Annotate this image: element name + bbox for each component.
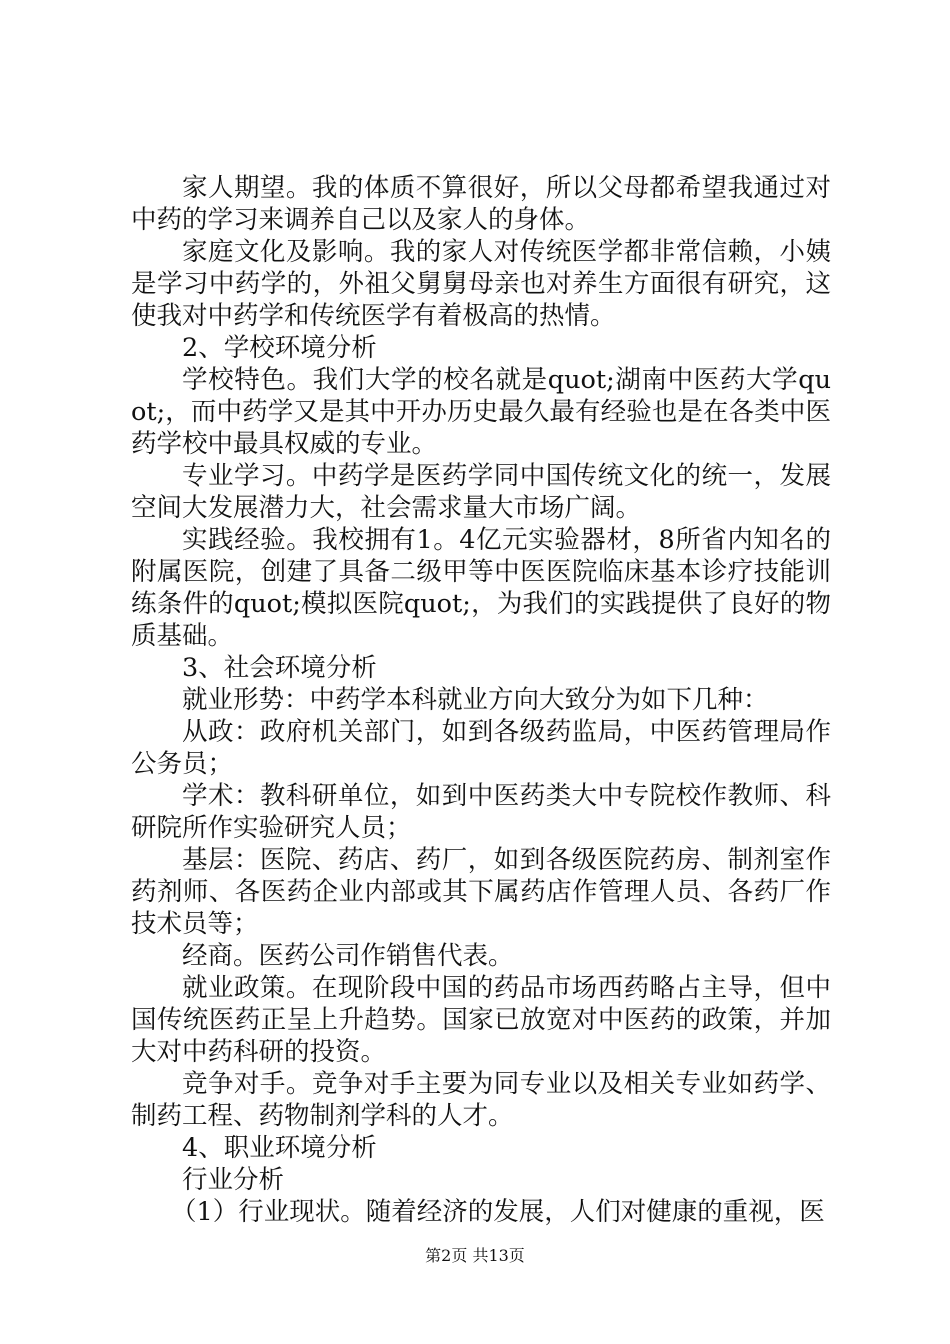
- paragraph: 家人期望。我的体质不算很好，所以父母都希望我通过对中药的学习来调养自己以及家人的身体。: [131, 173, 831, 235]
- paragraph: 基层：医院、药店、药厂，如到各级医院药房、制剂室作药剂师、各医药企业内部或其下属药店作管理人员、各药厂作技术员等；: [131, 845, 831, 939]
- section-heading: 2、学校环境分析: [182, 333, 377, 363]
- paragraph: 就业政策。在现阶段中国的药品市场西药略占主导，但中国传统医药正呈上升趋势。国家已放宽对中医药的政策，并加大对中药科研的投资。: [131, 973, 831, 1067]
- section-heading: 3、社会环境分析: [182, 653, 377, 683]
- paragraph: 经商。医药公司作销售代表。: [182, 941, 514, 971]
- paragraph: 学校特色。我们大学的校名就是quot;湖南中医药大学quot;，而中药学又是其中开办历史最久最有经验也是在各类中医药学校中最具权威的专业。: [131, 365, 831, 459]
- document-body: [131, 172, 831, 1228]
- paragraph: 家庭文化及影响。我的家人对传统医学都非常信赖，小姨是学习中药学的，外祖父舅舅母亲也对养生方面很有研究，这使我对中药学和传统医学有着极高的热情。: [131, 237, 831, 331]
- section-heading: 4、职业环境分析: [182, 1133, 377, 1163]
- paragraph: 就业形势：中药学本科就业方向大致分为如下几种：: [182, 685, 769, 715]
- paragraph: 从政：政府机关部门，如到各级药监局，中医药管理局作公务员；: [131, 717, 831, 779]
- paragraph: 学术：教科研单位，如到中医药类大中专院校作教师、科研院所作实验研究人员；: [131, 781, 831, 843]
- paragraph: 专业学习。中药学是医药学同中国传统文化的统一，发展空间大发展潜力大，社会需求量大市场广阔。: [131, 461, 831, 523]
- paragraph: 竞争对手。竞争对手主要为同专业以及相关专业如药学、制药工程、药物制剂学科的人才。: [131, 1069, 831, 1131]
- subsection-heading: 行业分析: [182, 1165, 285, 1195]
- page-footer: 第2页 共13页: [425, 1246, 525, 1265]
- paragraph: 实践经验。我校拥有1。4亿元实验器材，8所省内知名的附属医院，创建了具备二级甲等中医医院临床基本诊疗技能训练条件的quot;模拟医院quot;，为我们的实践提供了良好的物质基础。: [131, 525, 831, 651]
- paragraph: （1）行业现状。随着经济的发展，人们对健康的重视，医: [171, 1197, 825, 1227]
